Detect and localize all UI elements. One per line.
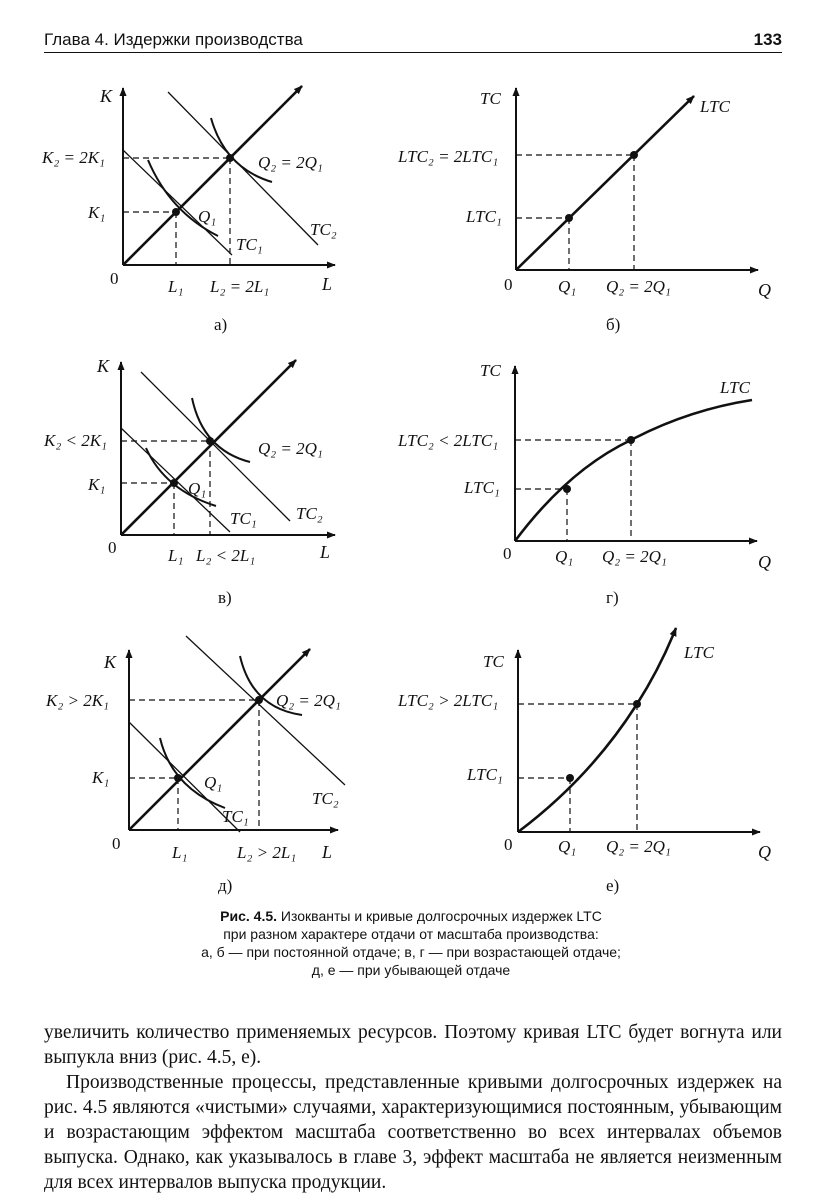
tc1-label: TC₁ (222, 807, 249, 826)
k1-label: K₁ (88, 203, 106, 222)
figure-sublabel: г) (606, 588, 619, 607)
point-2 (206, 437, 214, 445)
ltc1-label: LTC₁ (466, 207, 502, 226)
isocost-tc2 (186, 636, 345, 785)
fig-e (45, 636, 345, 895)
isocost-tc1 (123, 150, 232, 255)
q1-label: Q₁ (198, 207, 217, 226)
axis-label-y: TC (483, 652, 504, 671)
point-2 (226, 154, 234, 162)
axis-label-y: TC (480, 361, 501, 380)
tc2-label: TC₂ (312, 789, 339, 808)
point-2 (627, 436, 635, 444)
q2-label: Q₂ = 2Q₁ (258, 439, 323, 458)
point-1 (174, 774, 182, 782)
page-number: 133 (753, 30, 782, 49)
ltc1-label: LTC₁ (467, 765, 503, 784)
origin-label: 0 (503, 544, 512, 563)
origin-label: 0 (504, 275, 513, 294)
ltc2-label: LTC₂ < 2LTC₁ (398, 431, 499, 450)
axis-label-y: K (97, 356, 110, 376)
q1-label: Q₁ (558, 837, 577, 856)
figure-sublabel: а) (214, 315, 228, 334)
curve-label: LTC (720, 378, 750, 397)
ltc-curve (518, 628, 676, 832)
ltc2-label: LTC₂ = 2LTC₁ (398, 147, 499, 166)
k2-label: K₂ < 2K₁ (44, 431, 107, 450)
q1-label: Q₁ (204, 773, 223, 792)
figure-caption (100, 907, 722, 979)
l1-label: L₁ (168, 546, 184, 565)
point-1 (170, 479, 178, 487)
origin-label: 0 (110, 269, 119, 288)
caption-line-1: Изокванты и кривые долгосрочных издержек LTC (280, 908, 602, 924)
q1-label: Q₁ (558, 277, 577, 296)
axis-label-x: L (322, 842, 333, 862)
fig-b (397, 88, 771, 334)
isoquant-q2 (211, 118, 272, 182)
tc2-label: TC₂ (310, 220, 337, 239)
point-2 (633, 700, 641, 708)
caption-line-2: при разном характере отдачи от масштаба производства: (223, 926, 599, 942)
axis-label-y: TC (480, 89, 501, 108)
fig-a (41, 86, 337, 334)
point-1 (566, 774, 574, 782)
q2-label: Q₂ = 2Q₁ (602, 547, 667, 566)
l1-label: L₁ (168, 277, 184, 296)
curve-label: LTC (684, 643, 714, 662)
axis-label-x: Q (758, 280, 771, 300)
k1-label: K₁ (92, 768, 110, 787)
point-2 (630, 151, 638, 159)
figure-sublabel: д) (218, 876, 233, 895)
tc2-label: TC₂ (296, 504, 323, 523)
q2-label: Q₂ = 2Q₁ (258, 153, 323, 172)
k2-label: K₂ > 2K₁ (46, 691, 109, 710)
figure-sublabel: б) (606, 315, 621, 334)
q2-label: Q₂ = 2Q₁ (276, 691, 341, 710)
ltc2-label: LTC₂ > 2LTC₁ (398, 691, 499, 710)
q1-label: Q₁ (555, 547, 574, 566)
point-1 (565, 214, 573, 222)
caption-line-4: д, е — при убывающей отдаче (311, 962, 511, 978)
axis-label-y: K (104, 652, 117, 672)
l1-label: L₁ (172, 843, 188, 862)
axis-label-x: L (320, 542, 331, 562)
tc1-label: TC₁ (236, 235, 263, 254)
l2-label: L₂ < 2L₁ (196, 546, 256, 565)
l2-label: L₂ > 2L₁ (237, 843, 297, 862)
tc1-label: TC₁ (230, 509, 257, 528)
origin-label: 0 (108, 538, 117, 557)
figure-sublabel: в) (218, 588, 232, 607)
ltc-curve (515, 400, 752, 541)
body-paragraph-1: увеличить количество применяемых ресурсов. Поэтому кривая LTC будет вогнута или выпукла вниз (рис. 4.5, е). (44, 1021, 782, 1068)
q2-label: Q₂ = 2Q₁ (606, 277, 671, 296)
origin-label: 0 (504, 835, 513, 854)
expansion-ray (129, 649, 310, 830)
q1-label: Q₁ (188, 479, 207, 498)
chapter-title: Глава 4. Издержки производства (44, 30, 303, 49)
ltc1-label: LTC₁ (464, 478, 500, 497)
axis-label-x: L (322, 274, 333, 294)
axis-label-x: Q (758, 842, 771, 862)
k1-label: K₁ (88, 475, 106, 494)
fig-c (43, 356, 335, 607)
point-1 (563, 485, 571, 493)
q2-label: Q₂ = 2Q₁ (606, 837, 671, 856)
curve-label: LTC (700, 97, 730, 116)
fig-f (397, 628, 771, 895)
body-paragraph-2: Производственные процессы, представленные кривыми долгосрочных издержек на рис. 4.5 являются «чистыми» случаями, характеризующимися постоянным, убывающим и возрастающим эффектом масштаба соответственно во всех интервалах объемов выпуска. Однако, как указывалось в главе 3, эффект масштаба не является неизменным для всех интервалов выпуска продукции. (44, 1071, 782, 1193)
axis-label-x: Q (758, 552, 771, 572)
ltc-curve (516, 96, 694, 270)
figure-sublabel: е) (606, 876, 620, 895)
l2-label: L₂ = 2L₁ (210, 277, 270, 296)
axis-label-y: K (100, 86, 113, 106)
origin-label: 0 (112, 834, 121, 853)
k2-label: K₂ = 2K₁ (42, 148, 105, 167)
point-1 (172, 208, 180, 216)
caption-lead: Рис. 4.5. (220, 908, 278, 924)
fig-d (397, 361, 771, 607)
caption-line-3: а, б — при постоянной отдаче; в, г — при возрастающей отдаче; (201, 944, 621, 960)
point-2 (255, 696, 263, 704)
